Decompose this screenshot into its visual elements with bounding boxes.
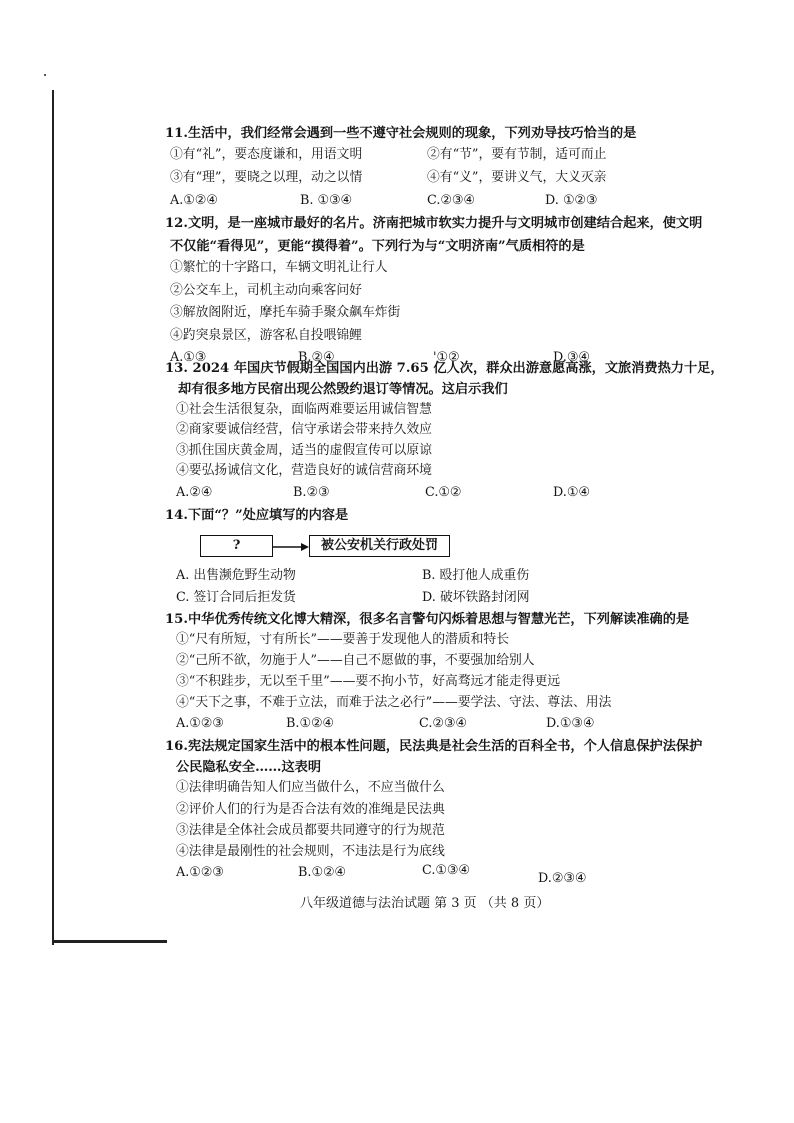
flow-arrow-icon <box>273 542 309 552</box>
q15-item-3: ③“不积跬步，无以至千里”——要不拘小节，好高骛远才能走得更远 <box>176 674 561 689</box>
q12-option-b: B.②④ <box>298 350 335 365</box>
q11-item-4: ④有“义”，要讲义气，大义灭亲 <box>427 170 607 185</box>
q16-item-3: ③法律是全体社会成员都要共同遵守的行为规范 <box>176 823 445 838</box>
q11-item-1: ①有“礼”，要态度谦和，用语文明 <box>170 147 363 162</box>
q16-item-1: ①法律明确告知人们应当做什么，不应当做什么 <box>176 780 445 795</box>
scan-bottom-mark <box>52 940 167 943</box>
q14-option-d: D. 破坏铁路封闭网 <box>422 590 530 605</box>
q11-option-b: B. ①③④ <box>300 193 352 208</box>
q15-option-d: D.①③④ <box>546 716 595 731</box>
q12-option-c: '①② <box>433 350 460 365</box>
page-footer: 八年级道德与法治试题 第 3 页 （共 8 页） <box>300 896 550 911</box>
q14-stem: 14.下面“？”处应填写的内容是 <box>165 508 349 523</box>
flow-question-box: ? <box>200 535 273 557</box>
q14-option-a: A. 出售濒危野生动物 <box>176 568 296 583</box>
q16-item-4: ④法律是最刚性的社会规则，不违法是行为底线 <box>176 844 445 859</box>
q16-item-2: ②评价人们的行为是否合法有效的准绳是民法典 <box>176 802 445 817</box>
q16-stem-line-1: 16.宪法规定国家生活中的根本性问题，民法典是社会生活的百科全书，个人信息保护法保护 <box>165 739 703 754</box>
q16-option-a: A.①②③ <box>176 865 224 880</box>
q13-stem-line-2: 却有很多地方民宿出现公然毁约退订等情况。这启示我们 <box>178 382 508 397</box>
q13-item-2: ②商家要诚信经营，信守承诺会带来持久效应 <box>176 422 432 437</box>
q11-stem: 11.生活中，我们经常会遇到一些不遵守社会规则的现象，下列劝导技巧恰当的是 <box>165 126 637 141</box>
q15-option-a: A.①②③ <box>176 716 224 731</box>
q13-option-d: D.①④ <box>553 485 590 500</box>
scan-left-edge <box>52 90 54 945</box>
q12-item-1: ①繁忙的十字路口，车辆文明礼让行人 <box>170 260 388 275</box>
q13-item-1: ①社会生活很复杂，面临两难要运用诚信智慧 <box>176 402 432 417</box>
flow-result-box: 被公安机关行政处罚 <box>309 535 450 557</box>
scan-speck <box>44 74 46 76</box>
q11-option-c: C.②③④ <box>427 193 475 208</box>
q14-option-b: B. 殴打他人成重伤 <box>422 568 530 583</box>
q15-option-c: C.②③④ <box>419 716 467 731</box>
q11-option-a: A.①②④ <box>170 193 218 208</box>
q12-item-2: ②公交车上，司机主动向乘客问好 <box>170 283 362 298</box>
q15-item-1: ①“尺有所短，寸有所长”——要善于发现他人的潜质和特长 <box>176 632 510 647</box>
q13-stem-line-1: 13. 2024 年国庆节假期全国国内出游 7.65 亿人次，群众出游意愿高涨，文旅消费热力十足， <box>165 361 724 376</box>
q16-stem-line-2: 公民隐私安全……这表明 <box>176 760 322 775</box>
q11-item-2: ②有“节”，要有节制，适可而止 <box>427 147 607 162</box>
q15-item-2: ②“己所不欲，勿施于人”——自己不愿做的事，不要强加给别人 <box>176 653 535 668</box>
q12-option-a: A.①③ <box>170 350 207 365</box>
q13-option-a: A.②④ <box>176 485 213 500</box>
q13-option-c: C.①② <box>425 485 462 500</box>
q12-stem-line-2: 不仅能“看得见”，更能“摸得着”。下列行为与“文明济南”气质相符的是 <box>170 239 585 254</box>
q13-item-3: ③抓住国庆黄金周，适当的虚假宣传可以原谅 <box>176 443 432 458</box>
q11-item-3: ③有“理”，要晓之以理，动之以情 <box>170 170 363 185</box>
q14-option-c: C. 签订合同后拒发货 <box>176 590 296 605</box>
q13-item-4: ④要弘扬诚信文化，营造良好的诚信营商环境 <box>176 463 432 478</box>
q16-option-c: C.①③④ <box>422 863 470 878</box>
q13-option-b: B.②③ <box>293 485 330 500</box>
q15-item-4: ④“天下之事，不难于立法，而难于法之必行”——要学法、守法、尊法、用法 <box>176 695 612 710</box>
q12-option-d: D.③④ <box>553 350 590 365</box>
q12-stem-line-1: 12.文明，是一座城市最好的名片。济南把城市软实力提升与文明城市创建结合起来，使文明 <box>165 216 703 231</box>
q16-option-d: D.②③④ <box>538 871 587 886</box>
q12-item-4: ④趵突泉景区，游客私自投喂锦鲤 <box>170 328 362 343</box>
q12-item-3: ③解放阁附近，摩托车骑手聚众飙车炸街 <box>170 305 401 320</box>
q15-stem: 15.中华优秀传统文化博大精深，很多名言警句闪烁着思想与智慧光芒，下列解读准确的是 <box>165 612 690 627</box>
q16-option-b: B.①②④ <box>298 865 346 880</box>
q11-option-d: D. ①②③ <box>545 193 598 208</box>
q15-option-b: B.①②④ <box>286 716 334 731</box>
